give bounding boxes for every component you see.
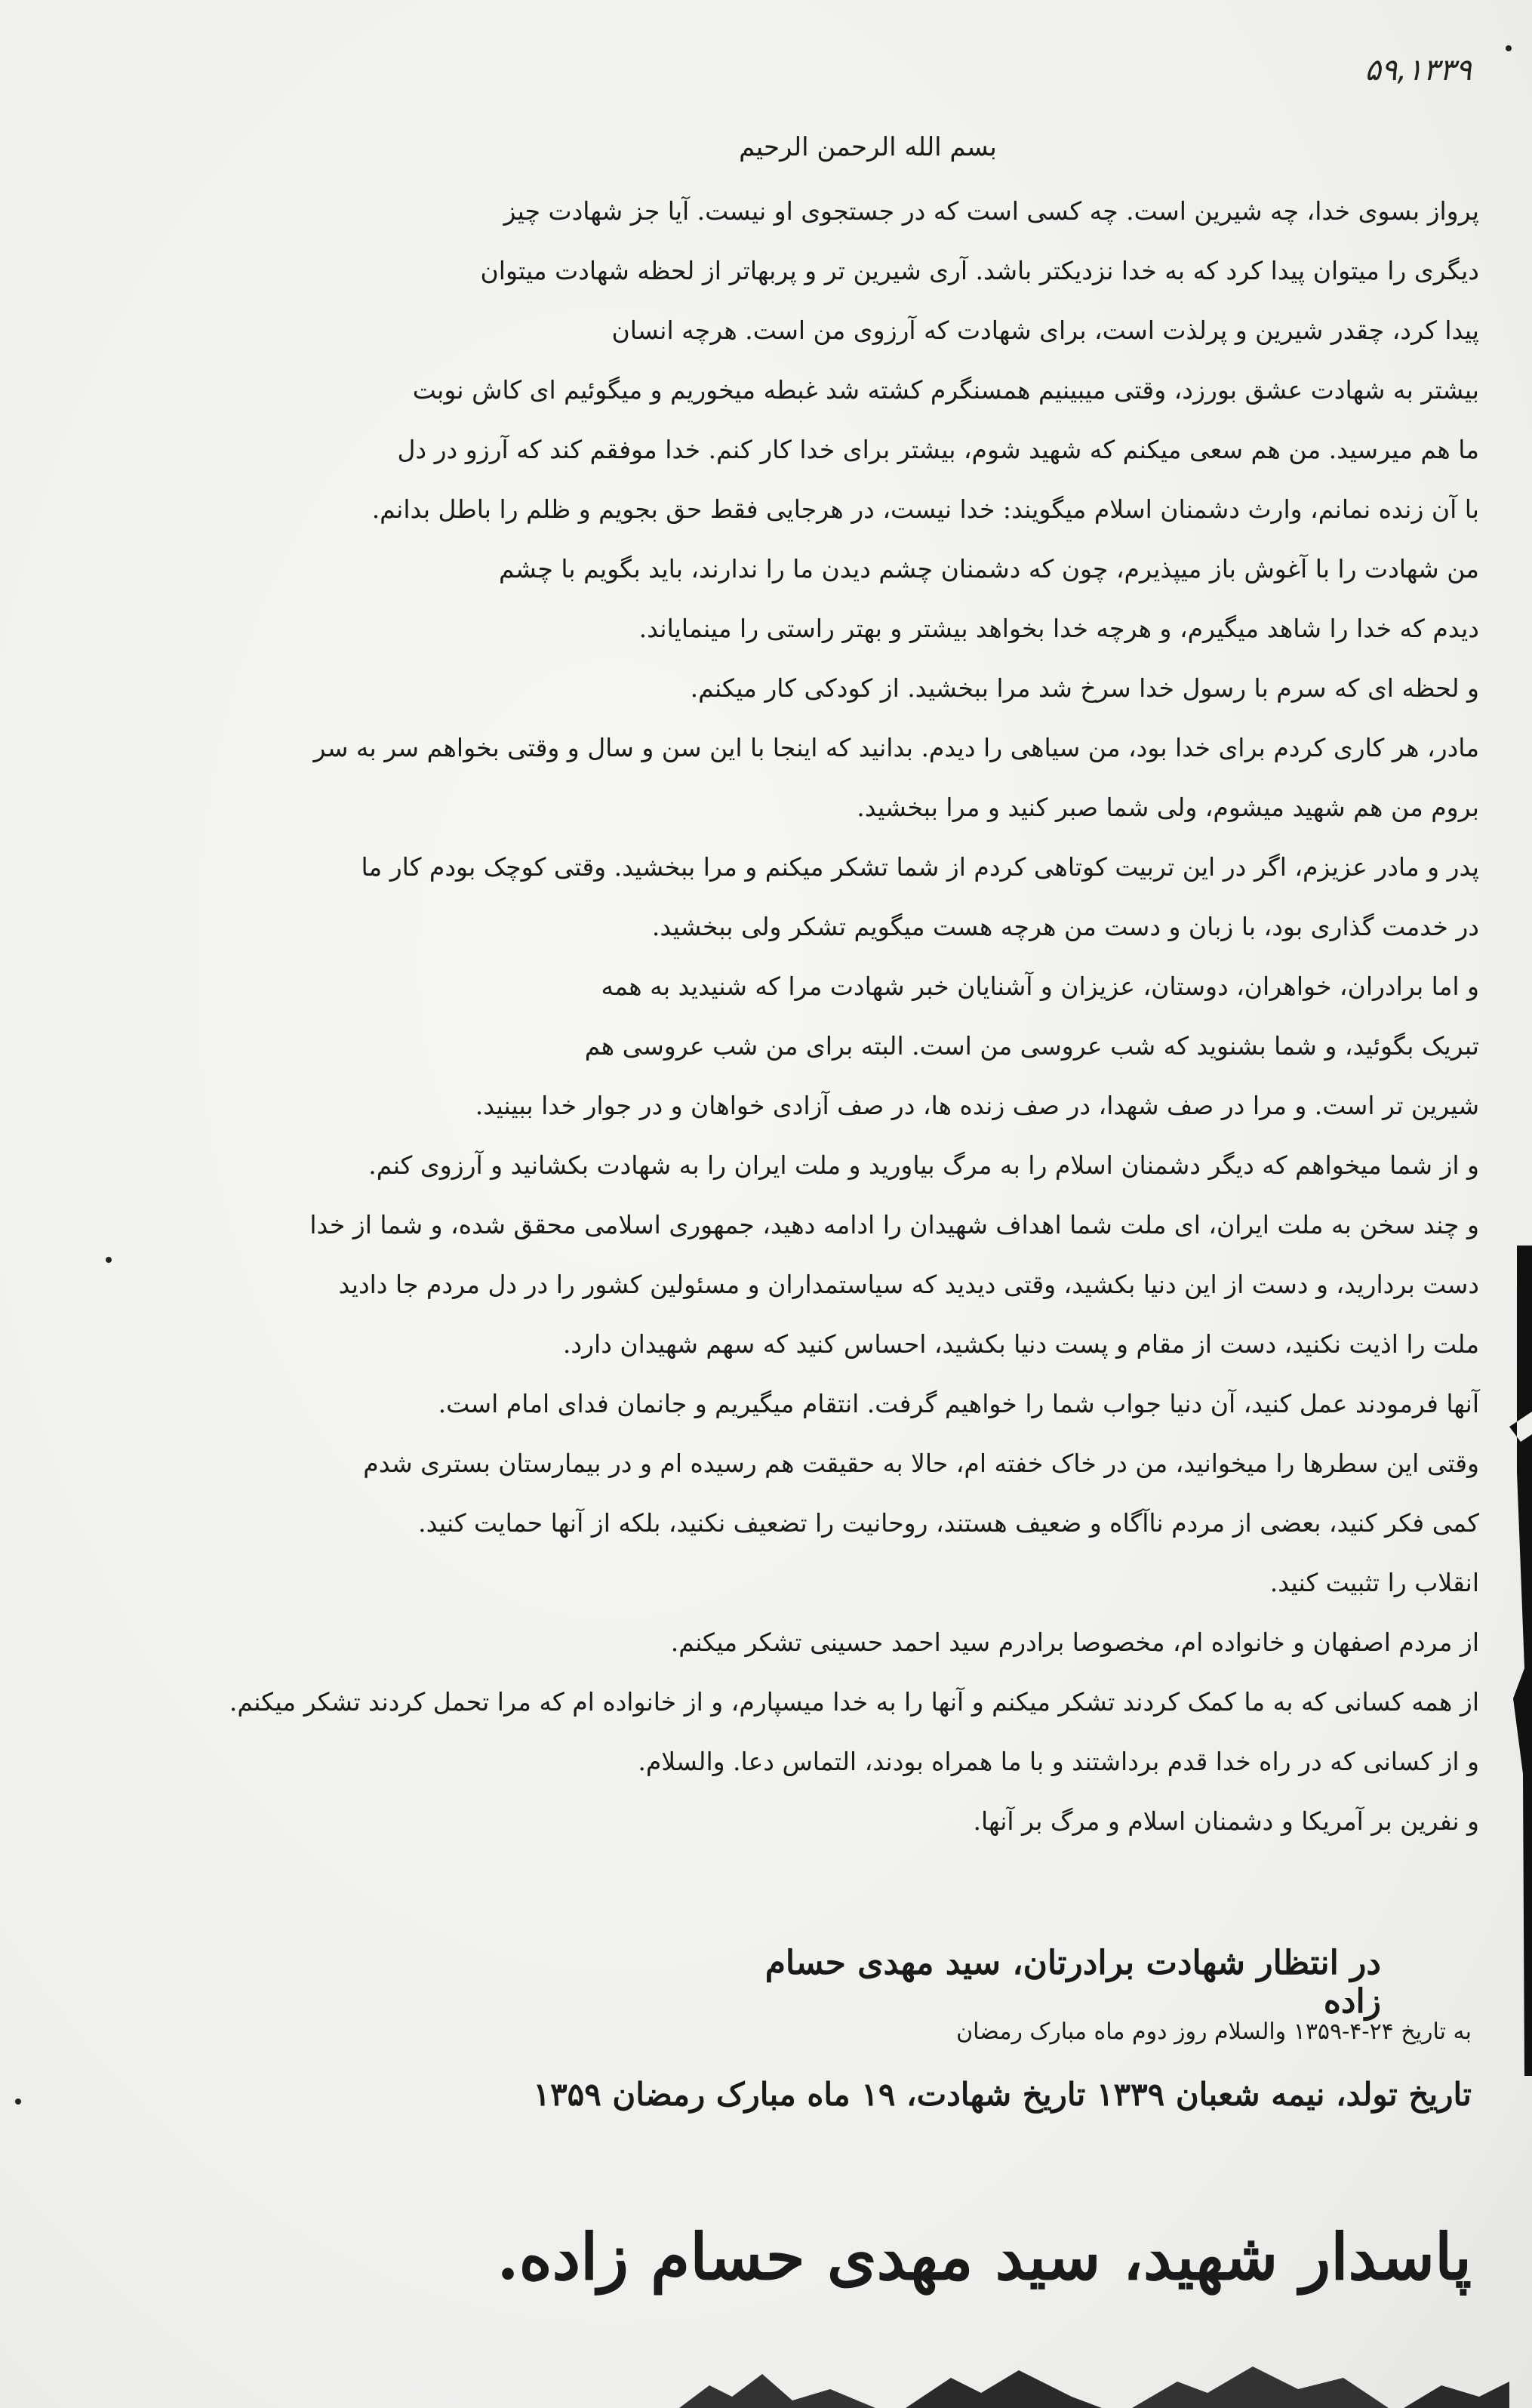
letter-line: پیدا کرد، چقدر شیرین و پرلذت است، برای شهادت که آرزوی من است. هرچه انسان: [611, 316, 1479, 345]
letter-line: و اما برادران، خواهران، دوستان، عزیزان و آشنایان خبر شهادت مرا که شنیدید به همه: [601, 972, 1479, 1001]
letter-line: دیدم که خدا را شاهد میگیرم، و هرچه خدا بخواهد بیشتر و بهتر راستی را مینمایاند.: [638, 614, 1479, 643]
letter-line: و نفرین بر آمریکا و دشمنان اسلام و مرگ بر آنها.: [973, 1806, 1479, 1836]
letter-line: انقلاب را تثبیت کنید.: [1269, 1568, 1479, 1597]
date-line: به تاریخ ۲۴-۴-۱۳۵۹ والسلام روز دوم ماه مبارک رمضان: [956, 2018, 1472, 2045]
letter-line: و از کسانی که در راه خدا قدم برداشتند و با ما همراه بودند، التماس دعا. والسلام.: [638, 1747, 1479, 1776]
letter-line: و از شما میخواهم که دیگر دشمنان اسلام را به مرگ بیاورید و ملت ایران را به شهادت بکشانید و آرزوی کنم.: [368, 1150, 1479, 1180]
letter-line: دست بردارید، و دست از این دنیا بکشید، وقتی دیدید که سیاستمداران و مسئولین کشور را در دل مردم جا دادید: [338, 1270, 1479, 1299]
letter-line: در خدمت گذاری بود، با زبان و دست من هرچه هست میگویم تشکر ولی ببخشید.: [651, 912, 1479, 941]
birth-martyrdom-dates: تاریخ تولد، نیمه شعبان ۱۳۳۹ تاریخ شهادت، ۱۹ ماه مبارک رمضان ۱۳۵۹: [533, 2076, 1472, 2113]
speck-mark: [15, 2099, 21, 2105]
mountain-silhouette-decoration: [679, 2355, 1509, 2408]
letter-line: ما هم میرسید. من هم سعی میکنم که شهید شوم، بیشتر برای خدا کار کنم. خدا موفقم کند که آرزو در دل: [397, 435, 1479, 464]
speck-mark: [106, 1257, 112, 1263]
letter-line: مادر، هر کاری کردم برای خدا بود، من سیاهی را دیدم. بدانید که اینجا با این سن و سال و وقتی بخواهم سر به سر: [313, 733, 1479, 762]
letter-line: پرواز بسوی خدا، چه شیرین است. چه کسی است که در جستجوی او نیست. آیا جز شهادت چیز: [503, 196, 1479, 226]
letter-line: دیگری را میتوان پیدا کرد که به خدا نزدیکتر باشد. آری شیرین تر و پربهاتر از لحظه شهادت میتوان: [480, 256, 1479, 285]
letter-body: [229, 181, 1479, 1851]
letter-line: بروم من هم شهید میشوم، ولی شما صبر کنید و مرا ببخشید.: [857, 793, 1479, 822]
basmala-heading: بسم الله الرحمن الرحیم: [739, 132, 997, 162]
letter-line: و چند سخن به ملت ایران، ای ملت شما اهداف شهیدان را ادامه دهید، جمهوری اسلامی محقق شده، و شما از خدا: [309, 1210, 1479, 1239]
signature-line: در انتظار شهادت برادرتان، سید مهدی حسام زاده: [764, 1944, 1381, 2021]
letter-line: از مردم اصفهان و خانواده ام، مخصوصا برادرم سید احمد حسینی تشکر میکنم.: [670, 1627, 1479, 1657]
letter-line: ملت را اذیت نکنید، دست از مقام و پست دنیا بکشید، احساس کنید که سهم شهیدان دارد.: [562, 1329, 1479, 1359]
letter-line: تبریک بگوئید، و شما بشنوید که شب عروسی من است. البته برای من شب عروسی هم: [584, 1031, 1479, 1061]
letter-line: کمی فکر کنید، بعضی از مردم ناآگاه و ضعیف هستند، روحانیت را تضعیف نکنید، بلکه از آنها حمایت کنید.: [418, 1508, 1479, 1538]
letter-line: از همه کسانی که به ما کمک کردند تشکر میکنم و آنها را به خدا میسپارم، و از خانواده ام که مرا تحمل کردند تشکر میکنم.: [229, 1687, 1479, 1717]
letter-line: آنها فرمودند عمل کنید، آن دنیا جواب شما را خواهیم گرفت. انتقام میگیریم و جانمان فدای امام است.: [438, 1389, 1479, 1418]
letter-line: من شهادت را با آغوش باز میپذیرم، چون که دشمنان چشم دیدن ما را ندارند، باید بگویم با چشم: [499, 554, 1479, 584]
letter-line: وقتی این سطرها را میخوانید، من در خاک خفته ام، حالا به حقیقت هم رسیده ام و در بیمارستان بستری شدم: [363, 1449, 1479, 1478]
letter-line: و لحظه ای که سرم با رسول خدا سرخ شد مرا ببخشید. از کودکی کار میکنم.: [690, 673, 1479, 703]
speck-mark: [1506, 45, 1512, 51]
letter-line: شیرین تر است. و مرا در صف شهدا، در صف زنده ها، در صف آزادی خواهان و در جوار خدا ببینید.: [475, 1091, 1479, 1120]
letter-line: با آن زنده نمانم، وارث دشمنان اسلام میگویند: خدا نیست، در هرجایی فقط حق بجویم و ظلم را باطل بدانم.: [371, 494, 1479, 524]
torn-edge-mark: [1487, 1246, 1532, 2076]
letter-line: پدر و مادر عزیزم، اگر در این تربیت کوتاهی کردم از شما تشکر میکنم و مرا ببخشید. وقتی کوچک بودم کار ما: [361, 852, 1479, 882]
martyr-name-headline: پاسدار شهید، سید مهدی حسام زاده.: [497, 2219, 1472, 2294]
letter-line: بیشتر به شهادت عشق بورزد، وقتی میبینیم همسنگرم کشته شد غبطه میخوریم و میگوئیم ای کاش نوبت: [412, 375, 1479, 405]
reference-number: ۵۹,۱۳۳۹: [1364, 53, 1472, 88]
